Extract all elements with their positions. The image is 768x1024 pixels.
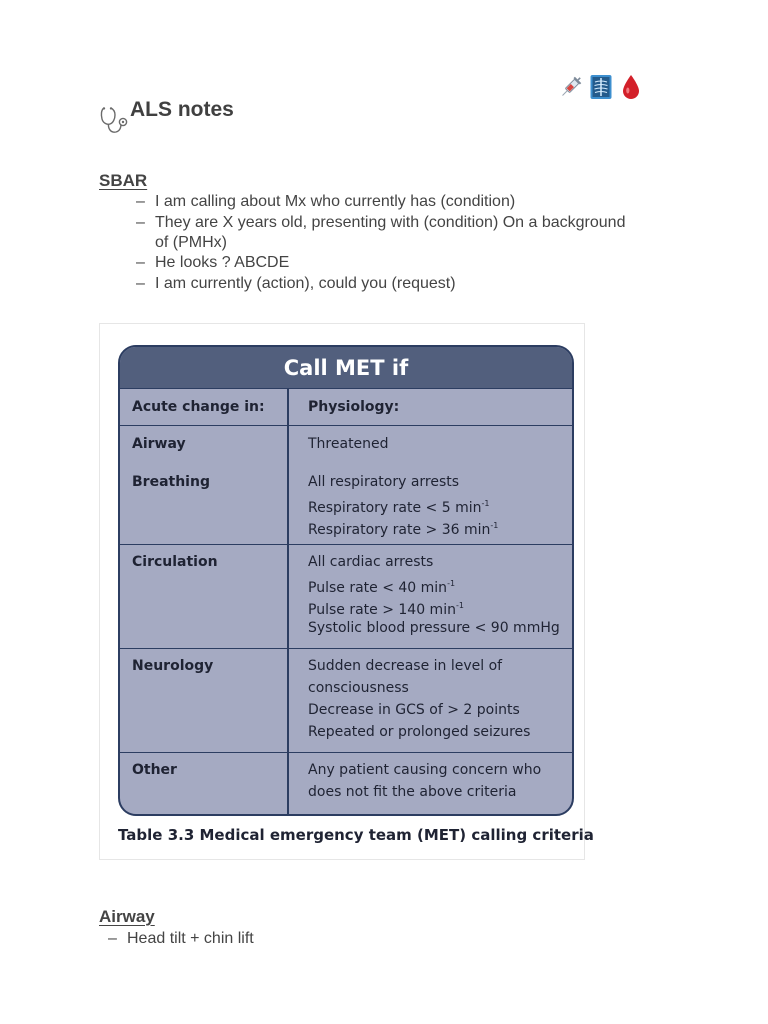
row-label-breathing: Breathing bbox=[132, 474, 210, 490]
physiology-line: All cardiac arrests bbox=[308, 554, 434, 570]
row-label-airway: Airway bbox=[132, 436, 186, 452]
sbar-heading: SBAR bbox=[99, 171, 148, 190]
airway-heading: Airway bbox=[99, 907, 155, 926]
physiology-line: Respiratory rate > 36 min bbox=[308, 522, 491, 538]
physiology-line: Threatened bbox=[308, 436, 389, 452]
met-table-body bbox=[120, 389, 572, 815]
physiology-line: Decrease in GCS of > 2 points bbox=[308, 702, 520, 718]
physiology-line: All respiratory arrests bbox=[308, 474, 460, 490]
syringe-icon bbox=[560, 74, 582, 100]
row-label-neurology: Neurology bbox=[132, 658, 214, 674]
table-row-other bbox=[120, 753, 572, 815]
unit-superscript: -1 bbox=[490, 521, 499, 530]
list-item-line: They are X years old, presenting with (condition) On a background bbox=[155, 213, 626, 231]
page-title: ALS notes bbox=[130, 98, 234, 121]
met-criteria-figure bbox=[99, 323, 594, 860]
list-item-line: of (PMHx) bbox=[155, 233, 227, 251]
list-item: – He looks ? ABCDE bbox=[136, 253, 696, 273]
list-item: – I am calling about Mx who currently has (condition) bbox=[136, 192, 696, 212]
page-title-row bbox=[99, 98, 234, 134]
column-header-change: Acute change in: bbox=[132, 399, 265, 415]
list-item: – Head tilt + chin lift bbox=[108, 929, 508, 949]
physiology-line: Systolic blood pressure < 90 mmHg bbox=[308, 620, 560, 636]
list-item bbox=[136, 213, 696, 253]
physiology-line: consciousness bbox=[308, 680, 409, 696]
met-table bbox=[118, 345, 574, 816]
physiology-line: Pulse rate > 140 min bbox=[308, 602, 456, 618]
xray-icon bbox=[590, 74, 612, 100]
table-row-circulation bbox=[120, 545, 572, 649]
table-row-airway-breathing bbox=[120, 426, 572, 545]
unit-superscript: -1 bbox=[455, 601, 464, 610]
table-caption: Table 3.3 Medical emergency team (MET) calling criteria bbox=[118, 826, 594, 844]
list-item: – I am currently (action), could you (request) bbox=[136, 274, 696, 294]
physiology-line: Any patient causing concern who bbox=[308, 762, 542, 778]
column-header-physiology: Physiology: bbox=[308, 399, 400, 415]
blood-drop-icon bbox=[620, 74, 642, 100]
met-table-title: Call MET if bbox=[120, 347, 572, 389]
physiology-line: Respiratory rate < 5 min bbox=[308, 500, 482, 516]
table-header-row bbox=[120, 389, 572, 426]
physiology-line: does not fit the above criteria bbox=[308, 784, 517, 800]
airway-list bbox=[108, 929, 508, 950]
unit-superscript: -1 bbox=[481, 499, 490, 508]
table-row-neurology bbox=[120, 649, 572, 753]
physiology-line: Repeated or prolonged seizures bbox=[308, 724, 531, 740]
sbar-list bbox=[136, 192, 696, 294]
row-label-other: Other bbox=[132, 762, 177, 778]
physiology-line: Pulse rate < 40 min bbox=[308, 580, 448, 596]
header-emojis bbox=[560, 74, 642, 100]
row-label-circulation: Circulation bbox=[132, 554, 218, 570]
stethoscope-icon bbox=[99, 106, 129, 134]
physiology-line: Sudden decrease in level of bbox=[308, 658, 503, 674]
unit-superscript: -1 bbox=[447, 579, 456, 588]
